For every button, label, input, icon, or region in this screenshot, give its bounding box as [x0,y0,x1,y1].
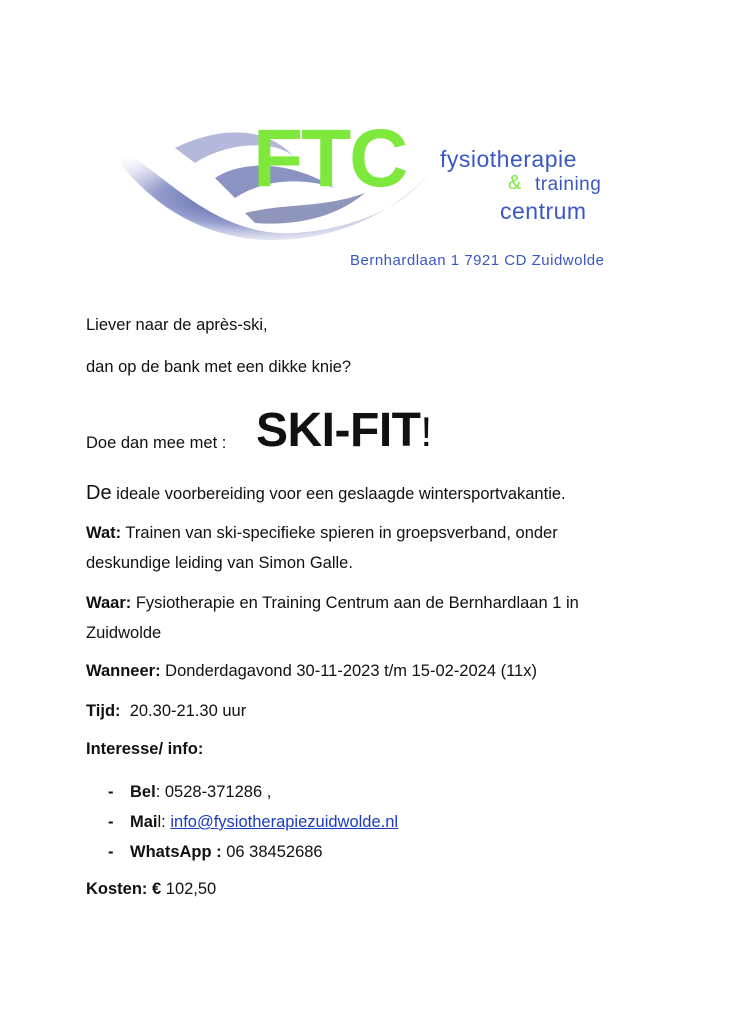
headline-title [256,403,432,458]
interesse-label: Interesse/ info: [86,740,204,758]
wat-label: Wat: [86,524,122,542]
contact-label: WhatsApp : [130,843,222,861]
wanneer-label: Wanneer: [86,662,161,680]
contact-phone: 0528-371286 , [164,783,272,801]
tijd-paragraph [86,696,646,726]
contact-sep: : [155,783,165,801]
kosten-text: 102,50 [161,880,217,898]
wanneer-paragraph [86,656,646,686]
contact-item-bel [108,778,398,808]
headline-lead: Doe dan mee met : [86,434,227,452]
wat-text: Trainen van ski-specifieke spieren in groepsverband, onder deskundige leiding van Simon Galle. [86,524,558,572]
tagline [86,478,646,509]
tagline-rest: ideale voorbereiding voor een geslaagde wintersportvakantie. [111,485,566,503]
wat-paragraph [86,518,646,578]
contact-label: Bel [130,783,156,801]
email-link[interactable]: info@fysiotherapiezuidwolde.nl [170,813,399,831]
list-dash: - [108,813,114,831]
contact-whatsapp: 06 38452686 [226,843,323,861]
kosten-paragraph [86,874,646,904]
waar-text: Fysiotherapie en Training Centrum aan de Bernhardlaan 1 in Zuidwolde [86,594,579,642]
contact-sep: l: [157,813,171,831]
logo-fysiotherapie: fysiotherapie [440,146,577,172]
logo-training: training [535,174,602,195]
logo-centrum: centrum [500,198,587,224]
kosten-label: Kosten: € [86,880,162,898]
contact-item-mail [108,808,398,838]
logo-address: Bernhardlaan 1 7921 CD Zuidwolde [350,252,605,269]
logo-ampersand: & [508,172,522,194]
waar-label: Waar: [86,594,132,612]
ftc-logo [95,113,635,278]
list-dash: - [108,783,114,801]
headline-bang: ! [420,408,432,455]
contact-item-whatsapp [108,838,398,868]
intro-line-1: Liever naar de après-ski, [86,316,268,334]
tijd-label: Tijd: [86,702,121,720]
waar-paragraph [86,588,646,648]
contact-list [108,778,398,868]
headline-title-text: SKI-FIT [256,404,421,457]
list-dash: - [108,843,114,861]
interesse-heading [86,734,646,764]
tijd-text: 20.30-21.30 uur [120,702,247,720]
wanneer-text: Donderdagavond 30-11-2023 t/m 15-02-2024 (11x) [160,662,537,680]
intro-line-2: dan op de bank met een dikke knie? [86,358,352,376]
tagline-first: De [86,482,112,504]
logo-brand: FTC [253,113,407,204]
contact-label: Mai [130,813,158,831]
